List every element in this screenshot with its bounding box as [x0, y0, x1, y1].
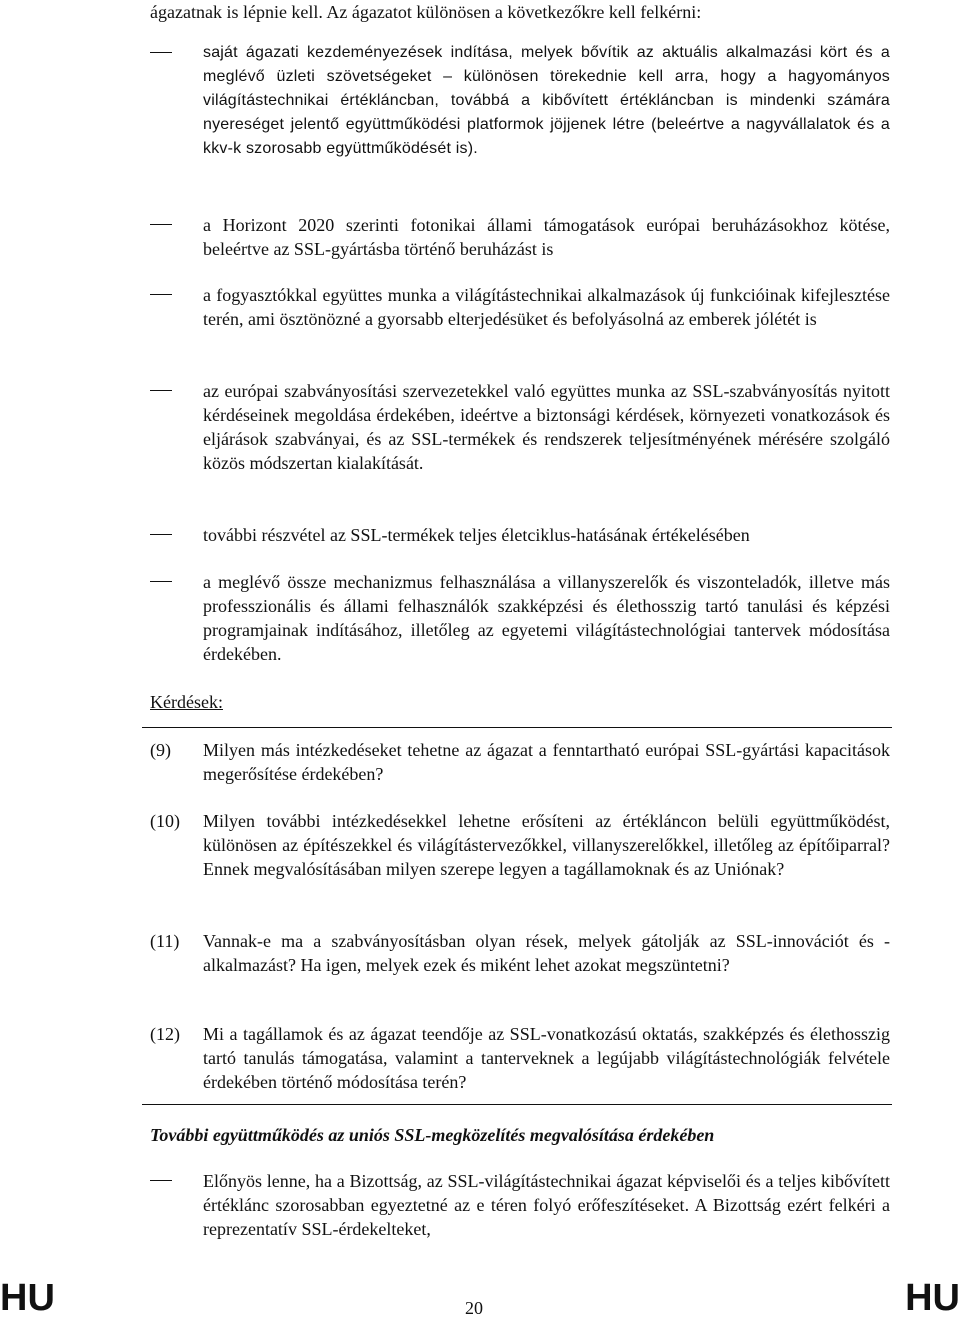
- language-code-right: HU: [905, 1277, 960, 1319]
- questions-heading: Kérdések:: [150, 692, 223, 712]
- page-number: 20: [465, 1298, 483, 1318]
- question-item: [150, 809, 890, 881]
- list-item: [150, 570, 890, 666]
- dash-bullet-icon: [150, 581, 172, 582]
- list-item: [150, 1169, 890, 1241]
- question-number: (12): [150, 1024, 180, 1044]
- list-item: [150, 523, 890, 547]
- list-item-text: a meglévő össze mechanizmus felhasználása a villanyszerelők és viszonteladók, illetve más professzionális és állami felhasználók szakképzési és élethosszig tartó tanulási és képzési programjainak indításához, illetőleg az egyetemi világítástechnológiai tantervek módosítása érdekében.: [203, 572, 890, 664]
- dash-bullet-icon: [150, 52, 172, 53]
- question-item: [150, 1022, 890, 1094]
- section-heading: További együttműködés az uniós SSL-megközelítés megvalósítása érdekében: [150, 1125, 715, 1145]
- dash-bullet-icon: [150, 294, 172, 295]
- list-item-text: a fogyasztókkal együttes munka a világítástechnikai alkalmazások új funkcióinak kifejlesztése terén, ami ösztönözné a gyorsabb elterjedésüket és befolyásolná az emberek jólétét is: [203, 285, 890, 329]
- list-item: [150, 41, 890, 161]
- dash-bullet-icon: [150, 1180, 172, 1181]
- dash-bullet-icon: [150, 390, 172, 391]
- list-item-text: saját ágazati kezdeményezések indítása, melyek bővítik az aktuális alkalmazási kört és a meglévő üzleti szövetségeket – különösen törekednie kell arra, hogy a hagyományos világítástechnikai értékláncban, továbbá a kibővített értékláncban is mindenki számára nyereséget jelentő együttműködési platformok jöjjenek létre (beleértve a nagyvállalatok és a kkv-k szorosabb együttműködését is).: [203, 44, 890, 157]
- question-item: [150, 738, 890, 786]
- page-footer: [0, 1277, 960, 1320]
- list-item-text: a Horizont 2020 szerinti fotonikai állami támogatások európai beruházásokhoz kötése, beleértve az SSL-gyártásba történő beruházást is: [203, 215, 890, 259]
- question-text: Milyen további intézkedésekkel lehetne erősíteni az értékláncon belüli együttműködést, különösen az építészekkel és világítástervezőkkel, villanyszerelőkkel, illetőleg az építőiparral? Ennek megvalósításában milyen szerepe legyen a tagállamoknak és az Uniónak?: [203, 811, 890, 879]
- question-number: (10): [150, 811, 180, 831]
- list-item: [150, 283, 890, 331]
- question-number: (9): [150, 740, 171, 760]
- list-item-text: az európai szabványosítási szervezetekkel való együttes munka az SSL-szabványosítás nyitott kérdéseinek megoldása érdekében, ideértve a biztonsági kérdések, környezeti vonatkozások és eljárások szabványai, és az SSL-termékek és rendszerek teljesítményének mérésére szolgáló közös módszertan kialakítását.: [203, 381, 890, 473]
- list-item-text: további részvétel az SSL-termékek teljes életciklus-hatásának értékelésében: [203, 525, 750, 545]
- question-item: [150, 929, 890, 977]
- question-number: (11): [150, 931, 180, 951]
- question-text: Mi a tagállamok és az ágazat teendője az SSL-vonatkozású oktatás, szakképzés és élethosszig tartó tanulás támogatása, valamint a tanterveknek a legújabb világítástechnológiák felvétele érdekében történő módosítása terén?: [203, 1024, 890, 1092]
- question-text: Milyen más intézkedéseket tehetne az ágazat a fenntartható európai SSL-gyártási kapacitások megerősítése érdekében?: [203, 740, 890, 784]
- question-text: Vannak-e ma a szabványosításban olyan rések, melyek gátolják az SSL-innovációt és -alkalmazást? Ha igen, melyek ezek és miként lehet azokat megszüntetni?: [203, 931, 890, 975]
- list-item: [150, 213, 890, 261]
- dash-bullet-icon: [150, 534, 172, 535]
- continuation-line: ágazatnak is lépnie kell. Az ágazatot különösen a következőkre kell felkérni:: [150, 2, 702, 22]
- list-item: [150, 379, 890, 475]
- list-item-text: Előnyös lenne, ha a Bizottság, az SSL-világítástechnikai ágazat képviselői és a teljes kibővített értéklánc szorosabban egyeztetné az e téren folyó erőfeszítéseket. A Bizottság ezért felkéri a reprezentatív SSL-érdekelteket,: [203, 1171, 890, 1239]
- language-code-left: HU: [0, 1277, 55, 1319]
- dash-bullet-icon: [150, 224, 172, 225]
